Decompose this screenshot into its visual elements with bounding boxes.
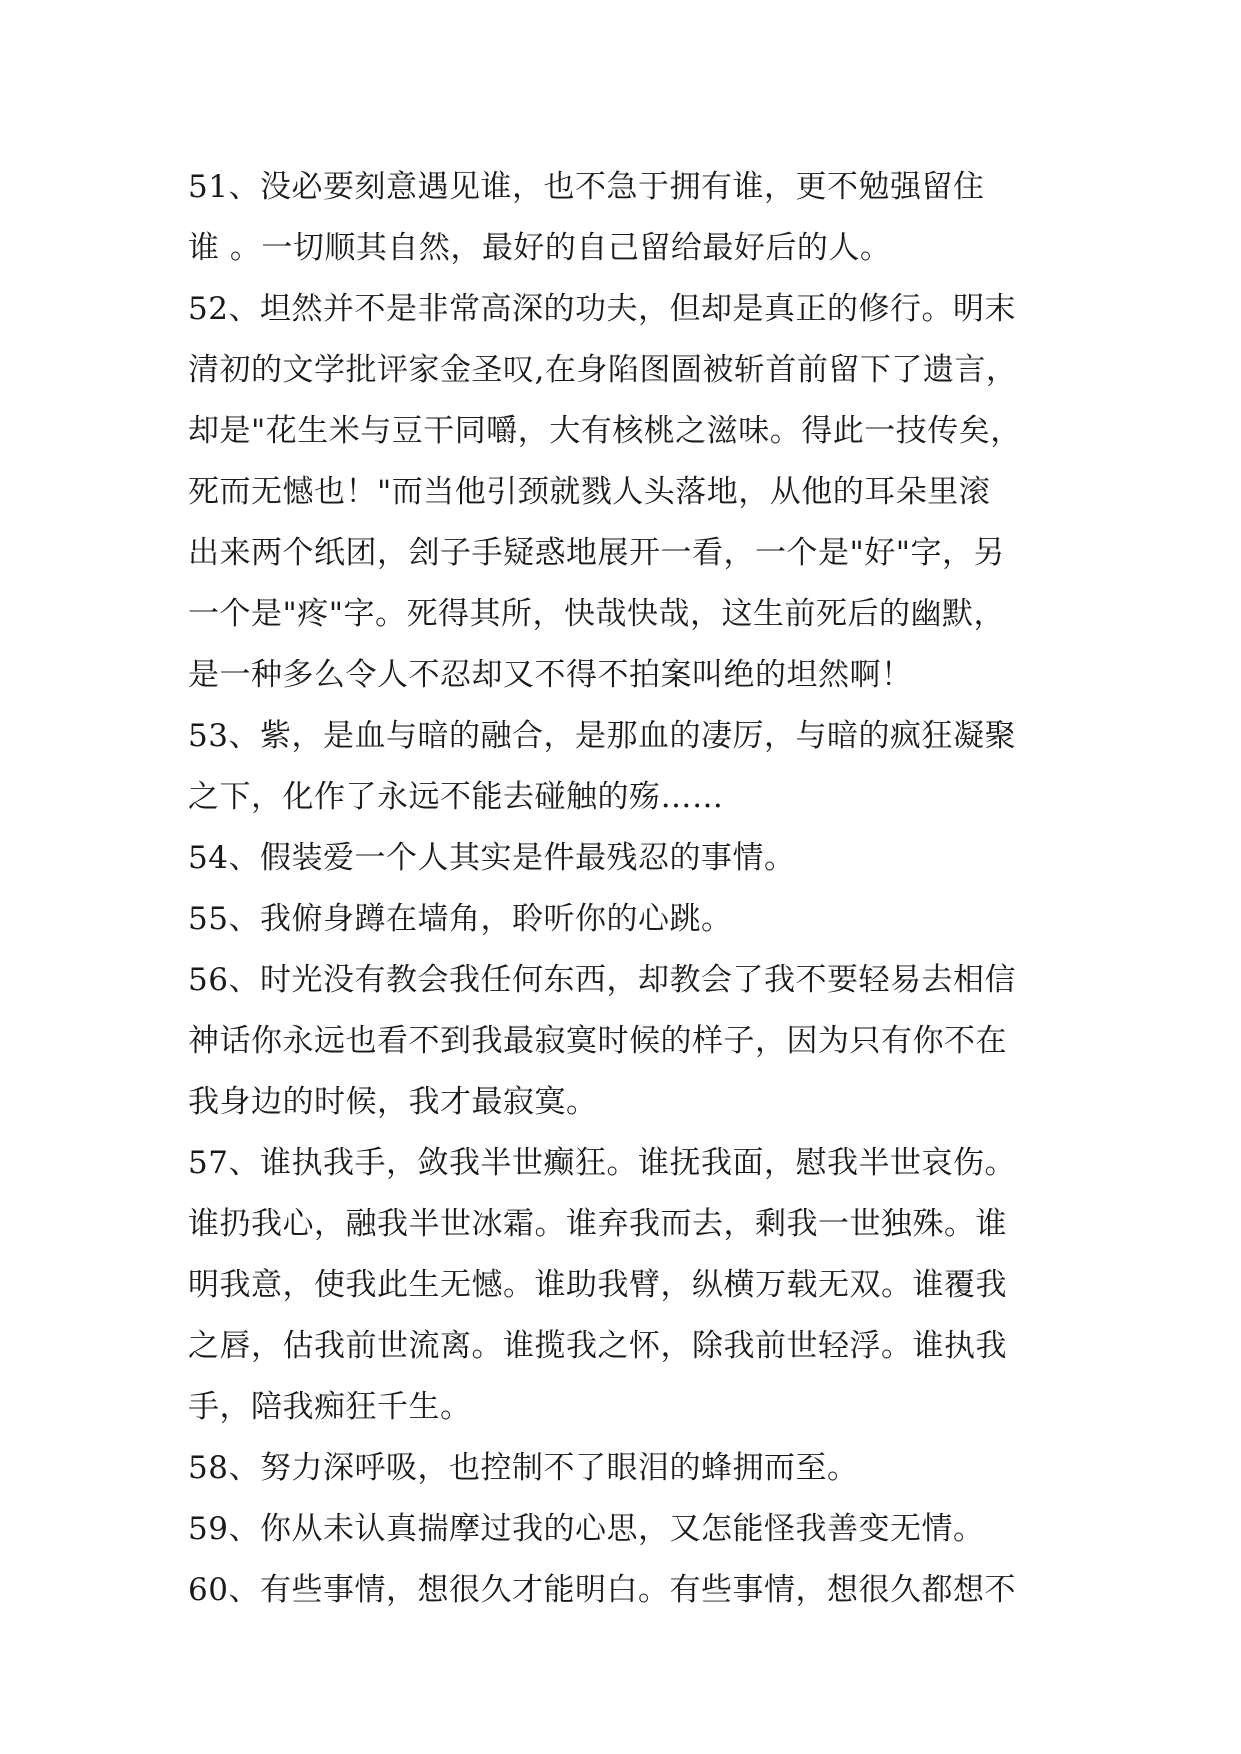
text-line: 手，陪我痴狂千生。 bbox=[188, 1389, 472, 1425]
text-line: 谁 。一切顺其自然，最好的自己留给最好后的人。 bbox=[188, 230, 892, 266]
text-line: 之下，化作了永远不能去碰触的殇…… bbox=[188, 779, 724, 815]
text-line: 60、有些事情，想很久才能明白。有些事情，想很久都想不 bbox=[188, 1572, 1016, 1608]
text-line: 却是"花生米与豆干同嚼，大有核桃之滋味。得此一技传矣， bbox=[188, 413, 1022, 449]
text-line: 我身边的时候，我才最寂寞。 bbox=[188, 1084, 598, 1120]
text-line: 谁扔我心，融我半世冰霜。谁弃我而去，剩我一世独殊。谁 bbox=[188, 1206, 1007, 1242]
text-line: 出来两个纸团，刽子手疑惑地展开一看，一个是"好"字，另 bbox=[188, 535, 1006, 571]
text-line: 之唇，估我前世流离。谁揽我之怀，除我前世轻浮。谁执我 bbox=[188, 1328, 1007, 1364]
text-line: 一个是"疼"字。死得其所，快哉快哉，这生前死后的幽默， bbox=[188, 596, 1006, 632]
text-line: 51、没必要刻意遇见谁，也不急于拥有谁，更不勉强留住 bbox=[188, 169, 985, 205]
text-line: 56、时光没有教会我任何东西，却教会了我不要轻易去相信 bbox=[188, 962, 1016, 998]
text-line: 是一种多么令人不忍却又不得不拍案叫绝的坦然啊！ bbox=[188, 657, 913, 693]
text-line: 神话你永远也看不到我最寂寞时候的样子，因为只有你不在 bbox=[188, 1023, 1007, 1059]
text-line: 明我意，使我此生无憾。谁助我臂，纵横万载无双。谁覆我 bbox=[188, 1267, 1007, 1303]
text-line: 57、谁执我手，敛我半世癫狂。谁抚我面，慰我半世哀伤。 bbox=[188, 1145, 1016, 1181]
text-line: 58、努力深呼吸，也控制不了眼泪的蜂拥而至。 bbox=[188, 1450, 859, 1486]
text-line: 52、坦然并不是非常高深的功夫，但却是真正的修行。明末 bbox=[188, 291, 1016, 327]
document-body bbox=[188, 157, 1088, 1621]
text-line: 59、你从未认真揣摩过我的心思，又怎能怪我善变无情。 bbox=[188, 1511, 985, 1547]
text-line: 死而无憾也！"而当他引颈就戮人头落地，从他的耳朵里滚 bbox=[188, 474, 991, 510]
text-line: 55、我俯身蹲在墙角，聆听你的心跳。 bbox=[188, 901, 733, 937]
text-line: 53、紫，是血与暗的融合，是那血的凄厉，与暗的疯狂凝聚 bbox=[188, 718, 1016, 754]
text-line: 54、假装爱一个人其实是件最残忍的事情。 bbox=[188, 840, 796, 876]
text-line: 清初的文学批评家金圣叹,在身陷图圄被斩首前留下了遗言， bbox=[188, 352, 1018, 388]
